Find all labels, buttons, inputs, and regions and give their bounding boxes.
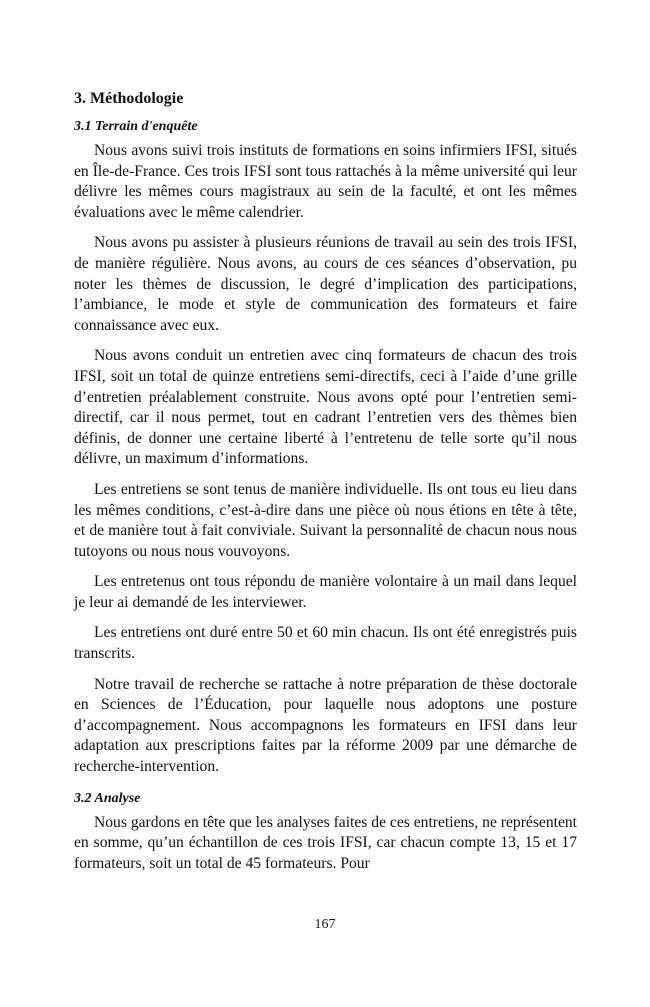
page-body bbox=[74, 86, 577, 884]
paragraph: Nous gardons en tête que les analyses faites de ces entretiens, ne représentent en somme, qu’un échantillon de ces trois IFSI, car chacun compte 13, 15 et 17 formateurs, soit un total de 45 formateurs. Pour bbox=[74, 813, 577, 872]
paragraph: Les entretenus ont tous répondu de manière volontaire à un mail dans lequel je leur ai demandé de les interviewer. bbox=[74, 573, 577, 611]
paragraph: Nous avons pu assister à plusieurs réunions de travail au sein des trois IFSI, de manière régulière. Nous avons, au cours de ces séances d’observation, pu noter les thèmes de discussion, le degré d’implication des participations, l’ambiance, le mode et style de communication des formateurs et faire connaissance avec eux. bbox=[74, 234, 577, 334]
subsection-title-terrain: 3.1 Terrain d'enquête bbox=[74, 119, 198, 134]
paragraph: Nous avons suivi trois instituts de formations en soins infirmiers IFSI, situés en Île-de-France. Ces trois IFSI sont tous rattachés à la même université qui leur délivre les mêmes cours magistraux au sein de la faculté, et ont les mêmes évaluations avec le même calendrier. bbox=[74, 142, 577, 221]
section-title: 3. Méthodologie bbox=[74, 90, 184, 107]
paragraph: Les entretiens se sont tenus de manière individuelle. Ils ont tous eu lieu dans les mêmes conditions, c’est-à-dire dans une pièce où nous étions en tête à tête, et de manière tout à fait conviviale. Suivant la personnalité de chacun nous nous tutoyons ou nous nous vouvoyons. bbox=[74, 480, 577, 560]
subsection-title-analyse: 3.2 Analyse bbox=[74, 790, 141, 806]
paragraph: Les entretiens ont duré entre 50 et 60 min chacun. Ils ont été enregistrés puis transcrits. bbox=[74, 624, 577, 663]
paragraph: Notre travail de recherche se rattache à notre préparation de thèse doctorale en Sciences de l’Éducation, pour laquelle nous adoptons une posture d’accompagnement. Nous accompagnons les formateurs en IFSI dans leur adaptation aux prescriptions faites par la réforme 2009 par une démarche de recherche-intervention. bbox=[74, 675, 577, 776]
page-number: 167 bbox=[314, 917, 336, 932]
paragraph: Nous avons conduit un entretien avec cinq formateurs de chacun des trois IFSI, soit un total de quinze entretiens semi-directifs, ceci à l’aide d’une grille d’entretien préalablement construite. Nous avons opté pour l’entretien semi-directif, car il nous permet, tout en cadrant l’entretien vers des thèmes bien définis, de donner une certaine liberté à l’entretenu de telle sorte qu’il nous délivre, un maximum d’informations. bbox=[74, 347, 577, 468]
